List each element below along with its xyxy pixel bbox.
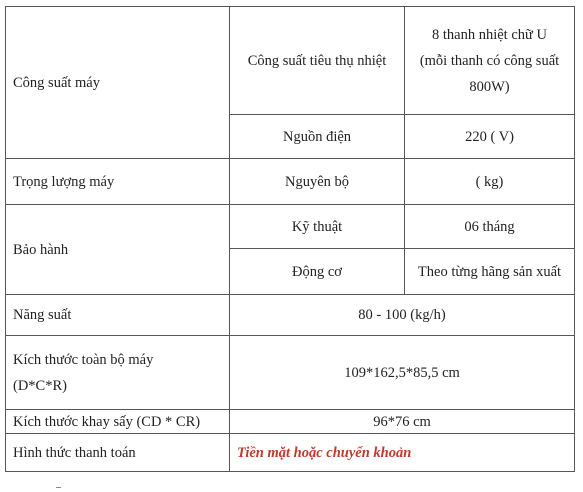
warranty-technical-value: 06 tháng	[464, 218, 515, 235]
warranty-engine-value-cell	[405, 249, 575, 295]
dimensions-value: 109*162,5*85,5 cm	[344, 364, 460, 381]
table-row	[6, 205, 575, 249]
heat-consumption-label-cell	[230, 7, 405, 115]
heat-consumption-value-line: (mỗi thanh có công suất	[419, 52, 560, 69]
power-source-value: 220 ( V)	[465, 128, 514, 145]
weight-value: ( kg)	[475, 173, 504, 190]
power-source-value-cell	[405, 115, 575, 159]
payment-label: Hình thức thanh toán	[13, 444, 136, 461]
spec-table	[5, 6, 575, 472]
dimensions-label-line: Kích thước toàn bộ máy	[13, 351, 154, 368]
warranty-technical-label-cell	[230, 205, 405, 249]
table-row	[6, 434, 575, 472]
warranty-engine-label-cell	[230, 249, 405, 295]
table-row	[6, 336, 575, 410]
payment-value-cell	[230, 434, 575, 472]
capacity-label: Năng suất	[13, 307, 72, 323]
table-row	[6, 159, 575, 205]
warranty-label: Bảo hành	[13, 241, 69, 258]
capacity-label-cell	[6, 295, 230, 336]
weight-value-cell	[405, 159, 575, 205]
tray-value-cell	[230, 410, 575, 434]
weight-sub-label-cell	[230, 159, 405, 205]
payment-value: Tiền mặt hoặc chuyển khoản	[237, 444, 412, 461]
dimensions-label-cell	[6, 336, 230, 410]
heat-consumption-value-cell	[405, 7, 575, 115]
weight-label: Trọng lượng máy	[13, 173, 115, 190]
heat-consumption-label: Công suất tiêu thụ nhiệt	[247, 52, 387, 69]
weight-sub-label: Nguyên bộ	[284, 173, 350, 190]
tray-label: Kích thước khay sấy (CD * CR)	[13, 413, 201, 430]
heat-consumption-value-line: 8 thanh nhiệt chữ U	[432, 26, 547, 43]
warranty-label-cell	[6, 205, 230, 295]
power-label: Công suất máy	[13, 74, 100, 91]
heat-consumption-value-line: 800W)	[469, 78, 510, 95]
warranty-engine-value: Theo từng hãng sản xuất	[417, 263, 562, 280]
dimensions-value-cell	[230, 336, 575, 410]
dimensions-label-line: (D*C*R)	[13, 377, 67, 394]
warranty-technical-label: Kỹ thuật	[291, 218, 343, 235]
power-source-label: Nguồn điện	[282, 128, 352, 145]
table-row	[6, 295, 575, 336]
capacity-value-cell	[230, 295, 575, 336]
tray-label-cell	[6, 410, 230, 434]
divider	[56, 487, 61, 491]
table-row	[6, 410, 575, 434]
tray-value: 96*76 cm	[373, 413, 431, 430]
warranty-technical-value-cell	[405, 205, 575, 249]
power-label-cell	[6, 7, 230, 159]
payment-label-cell	[6, 434, 230, 472]
table-row	[6, 7, 575, 115]
capacity-value: 80 - 100 (kg/h)	[358, 307, 446, 323]
power-source-label-cell	[230, 115, 405, 159]
warranty-engine-label: Động cơ	[292, 263, 342, 280]
weight-label-cell	[6, 159, 230, 205]
